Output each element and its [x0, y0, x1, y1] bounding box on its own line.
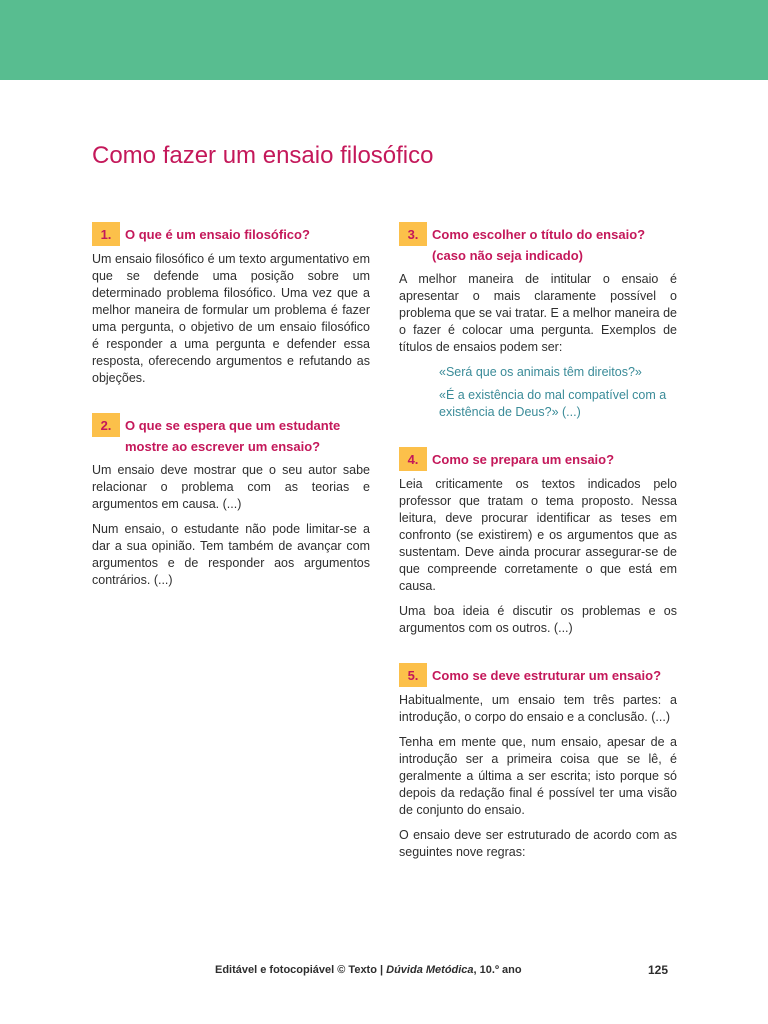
- paragraph: Num ensaio, o estudante não pode limitar-se a dar a sua opinião. Tem também de avançar com argumentos e de responder aos argumentos contrários. (...): [92, 522, 370, 587]
- section-heading: [399, 663, 677, 687]
- left-column: [92, 222, 370, 597]
- section-title: Como escolher o título do ensaio? (caso não seja indicado): [432, 227, 646, 263]
- example-title-quote: «Será que os animais têm direitos?»: [439, 365, 642, 379]
- section-number-badge: 1.: [92, 222, 120, 246]
- footer-suffix: , 10.º ano: [473, 964, 522, 976]
- section-title: O que é um ensaio filosófico?: [125, 227, 310, 242]
- footer-prefix: Editável e fotocopiável © Texto |: [215, 964, 387, 976]
- paragraph: Uma boa ideia é discutir os problemas e os argumentos com os outros. (...): [399, 604, 677, 635]
- section-title: Como se prepara um ensaio?: [432, 452, 615, 467]
- section-4: [399, 447, 677, 637]
- right-column: [399, 222, 677, 869]
- section-1: [92, 222, 370, 387]
- paragraph: Um ensaio deve mostrar que o seu autor sabe relacionar o problema com as teorias e argumentos em causa. (...): [92, 463, 370, 511]
- paragraph: A melhor maneira de intitular o ensaio é apresentar o mais claramente possível o problema que se vai tratar. E a melhor maneira de o fazer é colocar uma pergunta. Exemplos de títulos de ensaios podem ser:: [399, 272, 677, 354]
- footer-credit: [215, 964, 565, 976]
- paragraph: Um ensaio filosófico é um texto argumentativo em que se defende uma posição sobre um determinado problema filosófico. Uma vez que a melhor maneira de formular um problema é fazer uma pergunta, o objetivo de um ensaio filosófico é responder a uma pergunta e defender essa resposta, oferecendo argumentos e refutando as objeções.: [92, 252, 370, 385]
- section-heading: [92, 222, 370, 246]
- section-title: Como se deve estruturar um ensaio?: [432, 668, 662, 683]
- section-3: [399, 222, 677, 421]
- header-bar: [0, 0, 768, 80]
- section-title: O que se espera que um estudante mostre ao escrever um ensaio?: [125, 418, 341, 454]
- section-heading: [399, 222, 677, 266]
- page-number: 125: [648, 963, 669, 977]
- paragraph: O ensaio deve ser estruturado de acordo com as seguintes nove regras:: [399, 828, 677, 859]
- paragraph: Leia criticamente os textos indicados pelo professor que tratam o tema proposto. Nessa leitura, deve procurar identificar as teses em confronto (se existirem) e os argumentos que as sustentam. Deve ainda procurar assegurar-se de que compreende corretamente o que está em causa.: [399, 477, 677, 593]
- paragraph: Habitualmente, um ensaio tem três partes: a introdução, o corpo do ensaio e a conclusão. (...): [399, 693, 677, 724]
- section-heading: [399, 447, 677, 471]
- paragraph: Tenha em mente que, num ensaio, apesar de a introdução ser a primeira coisa que se lê, é geralmente a última a ser escrita; isto porque só depois da redação final é possível ter uma visão de conjunto do ensaio.: [399, 735, 677, 817]
- footer-book-title: Dúvida Metódica: [386, 964, 474, 976]
- section-number-badge: 2.: [92, 413, 120, 437]
- section-number-badge: 3.: [399, 222, 427, 246]
- section-number-badge: 4.: [399, 447, 427, 471]
- section-number-badge: 5.: [399, 663, 427, 687]
- section-2: [92, 413, 370, 589]
- section-heading: [92, 413, 370, 457]
- example-title-quote: «É a existência do mal compatível com a existência de Deus?» (...): [439, 388, 667, 419]
- section-5: [399, 663, 677, 861]
- page-title: Como fazer um ensaio filosófico: [92, 142, 434, 169]
